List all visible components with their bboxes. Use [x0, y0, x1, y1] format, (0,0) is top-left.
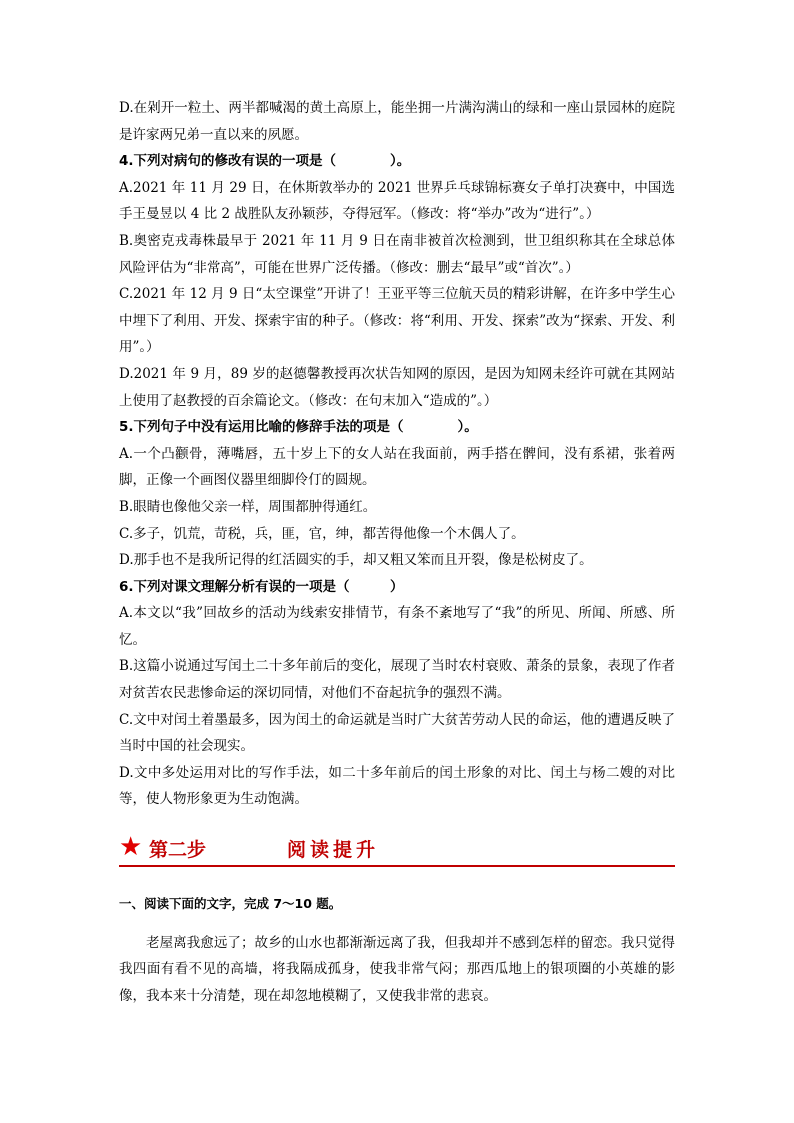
q3-option-d: D.在剁开一粒土、两半都喊渴的黄土高原上，能坐拥一片满沟满山的绿和一座山景园林的庭院是许家两兄弟一直以来的夙愿。 [119, 100, 675, 143]
q5-option-c: C.多子，饥荒，苛税，兵，匪，官，绅，都苦得他像一个木偶人了。 [119, 525, 525, 542]
q4-option-b: B.奥密克戎毒株最早于 2021 年 11 月 9 日在南非被首次检测到，世卫组织称其在全球总体风险评估为“非常高”，可能在世界广泛传播。（修改：删去“最早”或“首次”。） [119, 232, 675, 276]
q5-option-a: A.一个凸颧骨，薄嘴唇，五十岁上下的女人站在我面前，两手搭在髀间，没有系裙，张着两脚，正像一个画图仪器里细脚伶仃的圆规。 [119, 445, 675, 489]
q4-stem: 4.下列对病句的修改有误的一项是（ ）。 [119, 153, 411, 170]
q6-stem: 6.下列对课文理解分析有误的一项是（ ） [119, 578, 404, 595]
document-page [119, 95, 675, 1009]
q5-option-b: B.眼睛也像他父亲一样，周围都肿得通红。 [119, 498, 377, 515]
q6-option-d: D.文中多处运用对比的写作手法，如二十多年前后的闰土形象的对比、闰土与杨二嫂的对比等，使人物形象更为生动饱满。 [119, 764, 675, 808]
q6-option-a: A.本文以“我”回故乡的活动为线索安排情节，有条不紊地写了“我”的所见、所闻、所感、所忆。 [119, 605, 675, 648]
star-icon: ★ [119, 832, 143, 863]
reading-passage: 老屋离我愈远了；故乡的山水也都渐渐远离了我，但我却并不感到怎样的留恋。我只觉得我四面有看不见的高墙，将我隔成孤身，使我非常气闷；那西瓜地上的银项圈的小英雄的影像，我本来十分清楚，现在却忽地模糊了，又使我非常的悲哀。 [119, 934, 675, 1004]
q6-option-b: B.这篇小说通过写闰土二十多年前后的变化，展现了当时农村衰败、萧条的景象，表现了作者对贫苦农民悲惨命运的深切同情，对他们不奋起抗争的强烈不满。 [119, 658, 675, 702]
q4-option-c: C.2021 年 12 月 9 日“太空课堂”开讲了！王亚平等三位航天员的精彩讲解，在许多中学生心中埋下了利用、开发、探索宇宙的种子。（修改：将“利用、开发、探索”改为“探索、开发、利用”。） [119, 286, 675, 356]
section-title-step: 第二步 [149, 839, 207, 862]
section-title-name: 阅读提升 [287, 839, 380, 862]
reading-instruction: 一、阅读下面的文字，完成 7～10 题。 [119, 896, 342, 912]
q5-option-d: D.那手也不是我所记得的红活圆实的手，却又粗又笨而且开裂，像是松树皮了。 [119, 552, 593, 569]
q4-option-d: D.2021 年 9 月，89 岁的赵德馨教授再次状告知网的原因，是因为知网未经许可就在其网站上使用了赵教授的百余篇论文。（修改：在句末加入“造成的”。） [119, 365, 675, 409]
section-header [119, 831, 675, 867]
q5-stem: 5.下列句子中没有运用比喻的修辞手法的项是（ ）。 [119, 419, 478, 436]
q4-option-a: A.2021 年 11 月 29 日，在休斯敦举办的 2021 世界乒乓球锦标赛女子单打决赛中，中国选手王曼昱以 4 比 2 战胜队友孙颖莎，夺得冠军。（修改：将“举办”改为“进行”。） [119, 179, 675, 223]
q6-option-c: C.文中对闰土着墨最多，因为闰土的命运就是当时广大贫苦劳动人民的命运，他的遭遇反映了当时中国的社会现实。 [119, 711, 675, 755]
